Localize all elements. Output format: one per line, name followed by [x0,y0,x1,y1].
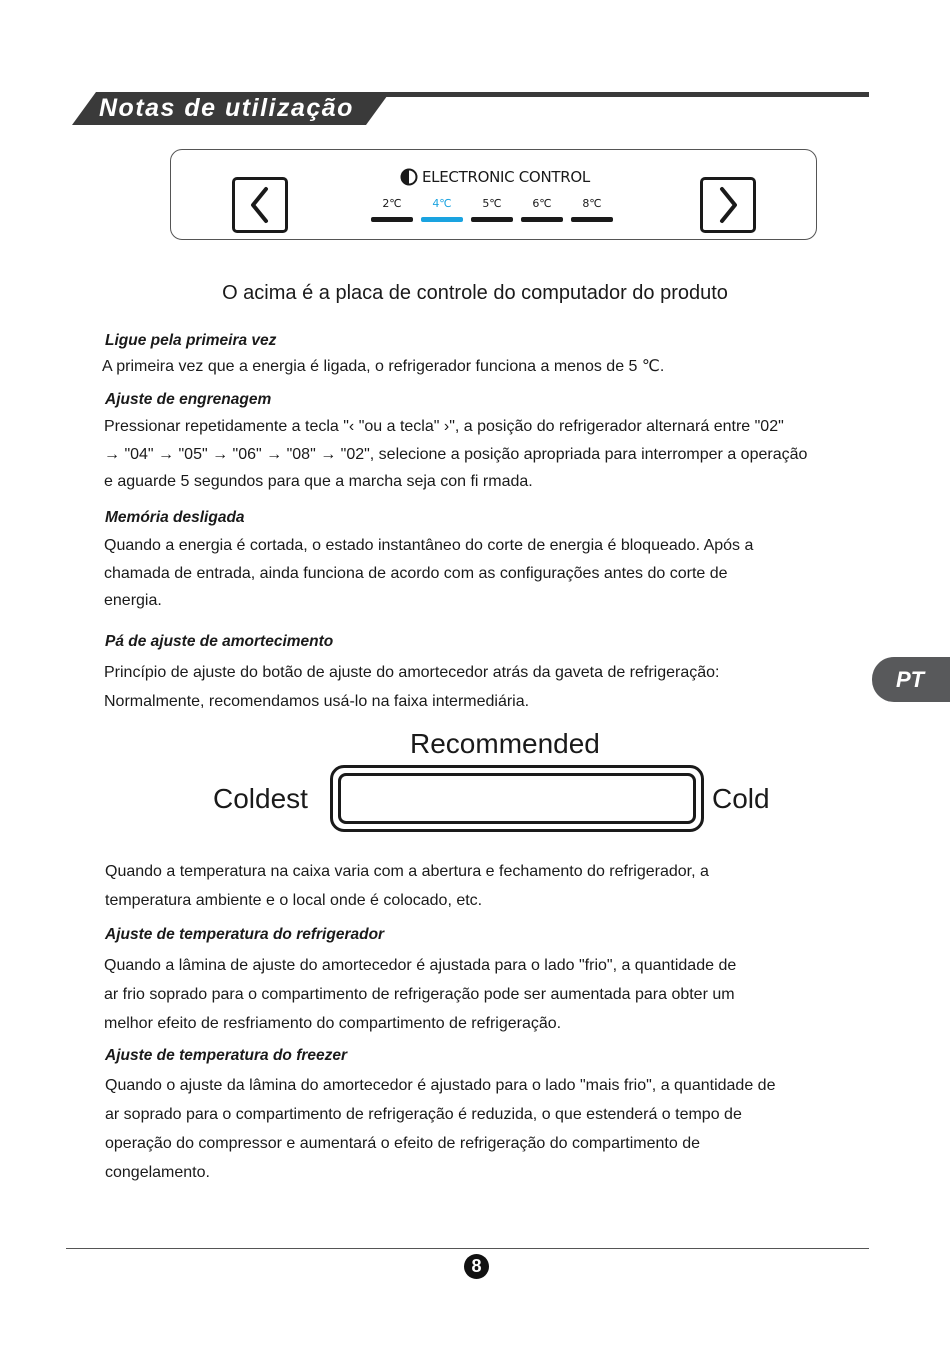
chevron-left-icon [245,185,275,225]
temp-bar [571,217,613,222]
temp-indicator-6 [521,195,563,222]
temp-label: 6℃ [532,197,552,210]
text-line: A primeira vez que a energia é ligada, o refrigerador funciona a menos de 5 ℃. [102,358,665,375]
page-title: Notas de utilização [99,94,354,122]
heading-first-on: Ligue pela primeira vez [105,332,277,349]
paragraph-first-on [102,353,664,381]
text-line: Princípio de ajuste do botão de ajuste do amortecedor atrás da gaveta de refrigeração: [104,664,720,681]
temp-bar [521,217,563,222]
text-line: ar soprado para o compartimento de refrigeração é reduzida, o que estenderá o tempo de [105,1106,742,1123]
electronic-control-label [400,166,590,188]
text-line: operação do compressor e aumentará o efeito de refrigeração do compartimento de [105,1135,701,1152]
text-line: Quando o ajuste da lâmina do amortecedor é ajustado para o lado "mais frio", a quantidade de [105,1077,776,1094]
paragraph-memory [104,532,753,615]
heading-memory: Memória desligada [105,509,245,526]
paragraph-gear [104,413,807,496]
text-line: Quando a temperatura na caixa varia com a abertura e fechamento do refrigerador, a [105,863,709,880]
paragraph-temp-note [105,857,709,915]
text-line: Quando a energia é cortada, o estado instantâneo do corte de energia é bloqueado. Após a [104,537,754,554]
text-line: Pressionar repetidamente a tecla "‹ "ou a tecla" ›", a posição do refrigerador alternará entre "02" [104,418,784,435]
temp-indicator-2 [371,195,413,222]
temperature-indicators [371,195,613,222]
header-rule [372,92,869,97]
chevron-right-icon [713,185,743,225]
damper-slot-inner [338,773,696,824]
temp-bar [371,217,413,222]
text-line: Quando a lâmina de ajuste do amortecedor é ajustada para o lado "frio", a quantidade de [104,957,737,974]
temp-label: 8℃ [582,197,602,210]
language-tab: PT [872,657,950,702]
text-line: Normalmente, recomendamos usá-lo na faixa intermediária. [104,693,530,710]
heading-fridge-adjust: Ajuste de temperatura do refrigerador [105,926,385,943]
heading-gear: Ajuste de engrenagem [105,391,272,408]
temp-indicator-4 [421,195,463,222]
temp-label: 2℃ [382,197,402,210]
temp-bar [471,217,513,222]
text-line: → "04" → "05" → "06" → "08" → "02", selecione a posição apropriada para interromper a operação [104,445,808,463]
temp-label: 4℃ [432,197,452,210]
right-arrow-button [700,177,756,233]
temp-indicator-8 [571,195,613,222]
page-number: 8 [464,1254,489,1279]
coldest-label: Coldest [213,783,308,814]
heading-damper: Pá de ajuste de amortecimento [105,633,334,650]
text-line: e aguarde 5 segundos para que a marcha seja con fi rmada. [104,473,533,490]
text-line: melhor efeito de resfriamento do compartimento de refrigeração. [104,1015,562,1032]
footer-rule [66,1248,869,1249]
temp-bar [421,217,463,222]
text-line: temperatura ambiente e o local onde é colocado, etc. [105,892,483,909]
heading-freezer-adjust: Ajuste de temperatura do freezer [105,1047,348,1064]
text-line: congelamento. [105,1164,210,1181]
half-circle-icon [400,168,418,186]
paragraph-freezer-adjust [105,1071,775,1187]
recommended-label: Recommended [410,728,600,759]
panel-caption: O acima é a placa de controle do computador do produto [222,282,728,304]
paragraph-fridge-adjust [104,951,736,1038]
paragraph-damper [104,658,720,716]
temp-label: 5℃ [482,197,502,210]
left-arrow-button [232,177,288,233]
text-line: energia. [104,592,162,609]
temp-indicator-5 [471,195,513,222]
cold-label: Cold [712,783,770,814]
text-line: ar frio soprado para o compartimento de refrigeração pode ser aumentada para obter um [104,986,735,1003]
electronic-control-text: ELECTRONIC CONTROL [422,168,590,186]
text-line: chamada de entrada, ainda funciona de acordo com as configurações antes do corte de [104,564,728,582]
